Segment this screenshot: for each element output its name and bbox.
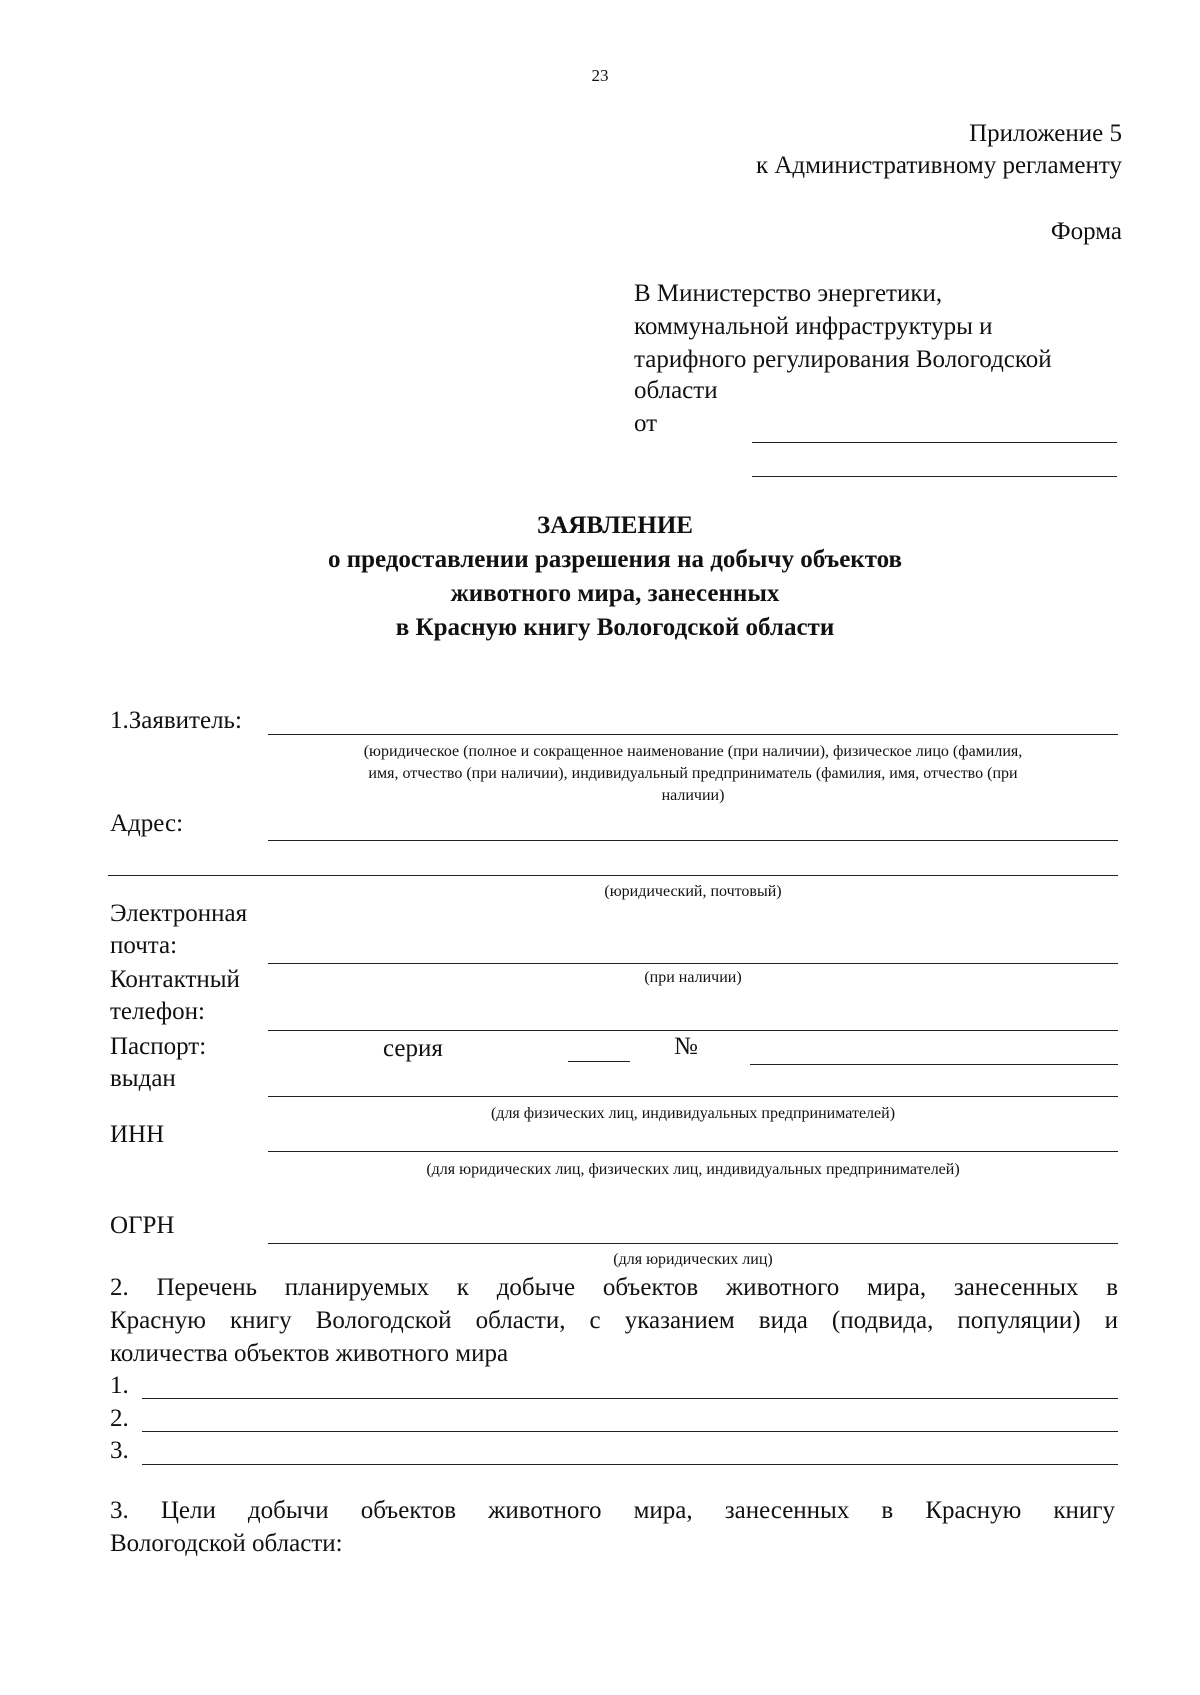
email-field[interactable] xyxy=(268,963,1118,964)
appendix-number: Приложение 5 xyxy=(969,120,1122,147)
address-hint: (юридический, почтовый) xyxy=(604,883,782,900)
addressee-line3: тарифного регулирования Вологодской xyxy=(634,346,1052,373)
addressee-line4: области xyxy=(634,377,718,404)
document-subtitle-line1: о предоставлении разрешения на добычу объектов xyxy=(327,546,903,573)
passport-series-label: серия xyxy=(383,1035,443,1062)
ogrn-label: ОГРН xyxy=(110,1212,175,1239)
passport-issued-label: выдан xyxy=(110,1065,176,1092)
page-number: 23 xyxy=(591,66,609,85)
from-line-2[interactable] xyxy=(752,476,1117,477)
passport-number-label: № xyxy=(674,1033,698,1060)
from-label: от xyxy=(634,410,658,437)
section2-line3: количества объектов животного мира xyxy=(110,1340,509,1367)
applicant-hint-line2: имя, отчество (при наличии), индивидуальный предприниматель (фамилия, имя, отчество (при xyxy=(368,765,1018,782)
inn-field[interactable] xyxy=(268,1151,1118,1152)
applicant-hint-line3: наличии) xyxy=(661,787,725,804)
section2-line2: Красную книгу Вологодской области, с указанием вида (подвида, популяции) и xyxy=(110,1307,1118,1334)
email-label-line1: Электронная xyxy=(110,900,248,927)
ogrn-field[interactable] xyxy=(268,1243,1118,1244)
item-field-1[interactable] xyxy=(142,1398,1118,1399)
inn-label: ИНН xyxy=(110,1121,165,1148)
phone-label-line1: Контактный xyxy=(110,966,240,993)
email-hint: (при наличии) xyxy=(644,969,742,986)
inn-hint: (для юридических лиц, физических лиц, индивидуальных предпринимателей) xyxy=(426,1161,960,1178)
item-field-2[interactable] xyxy=(142,1431,1118,1432)
passport-series-field[interactable] xyxy=(568,1061,630,1062)
applicant-hint-line1: (юридическое (полное и сокращенное наименование (при наличии), физическое лицо (фамилия, xyxy=(363,743,1023,760)
from-line-1[interactable] xyxy=(752,442,1117,443)
applicant-field[interactable] xyxy=(268,734,1118,735)
email-label-line2: почта: xyxy=(110,932,178,959)
passport-label: Паспорт: xyxy=(110,1033,207,1060)
document-title: ЗАЯВЛЕНИЕ xyxy=(537,512,693,539)
passport-number-field[interactable] xyxy=(750,1064,1118,1065)
address-field-1[interactable] xyxy=(268,840,1118,841)
ogrn-hint: (для юридических лиц) xyxy=(613,1251,773,1268)
address-label: Адрес: xyxy=(110,810,184,837)
form-label: Форма xyxy=(1050,218,1122,245)
item-number-2: 2. xyxy=(110,1405,129,1432)
passport-hint: (для физических лиц, индивидуальных предпринимателей) xyxy=(490,1105,896,1122)
phone-label-line2: телефон: xyxy=(110,998,205,1025)
regulation-reference: к Административному регламенту xyxy=(755,152,1122,179)
passport-issued-field[interactable] xyxy=(268,1096,1118,1097)
addressee-line1: В Министерство энергетики, xyxy=(634,280,943,307)
item-number-1: 1. xyxy=(110,1372,129,1399)
section3-line2: Вологодской области: xyxy=(110,1530,343,1557)
section3-line1: 3. Цели добычи объектов животного мира, занесенных в Красную книгу xyxy=(110,1497,1115,1524)
document-subtitle-line2: животного мира, занесенных xyxy=(450,580,780,607)
document-subtitle-line3: в Красную книгу Вологодской области xyxy=(395,614,835,641)
applicant-label: 1.Заявитель: xyxy=(110,707,242,734)
address-field-2[interactable] xyxy=(108,875,1118,876)
item-field-3[interactable] xyxy=(142,1464,1118,1465)
section2-line1: 2. Перечень планируемых к добыче объектов животного мира, занесенных в xyxy=(110,1274,1118,1301)
item-number-3: 3. xyxy=(110,1437,129,1464)
addressee-line2: коммунальной инфраструктуры и xyxy=(634,313,993,340)
